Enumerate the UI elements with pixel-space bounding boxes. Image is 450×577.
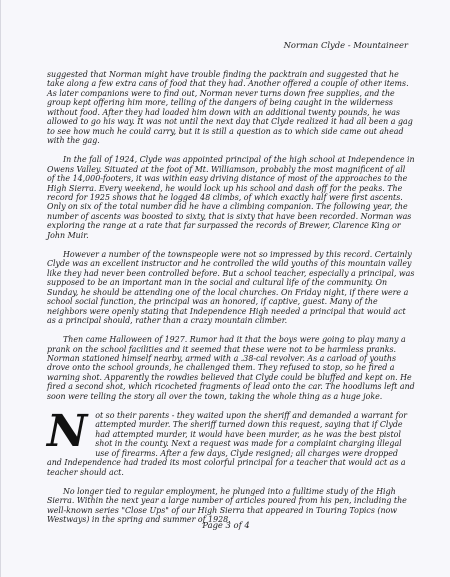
paragraph-4: Then came Halloween of 1927. Rumor had it that the boys were going to play many a prank on the school facilities and it seemed that these were not to be harmless pranks. Norman stationed himself nearby, armed with a .38-cal revolver. As a carload of youths drove onto the school grounds, he challenged them. They refused to stop, so he fired a warning shot. Apparently the rowdies believed that Clyde could be bluffed and kept on. He fired a second shot, which ricocheted fragments of lead onto the car. The hoodlums left and soon were telling the story all over the town, taking the whole thing as a huge joke. [47, 335, 415, 401]
article-body [47, 70, 415, 534]
paragraph-3: However a number of the townspeople were not so impressed by this record. Certainly Clyde was an excellent instructor and he controlled the wild youths of this mountain valley like they had never been controlled before. But a school teacher, especially a principal, was supposed to be an important man in the social and cultural life of the community. On Sunday, he should be attending one of the local churches. On Friday night, if there were a school social function, the principal was an honored, if captive, guest. Many of the neighbors were openly stating that Independence High needed a principal that would act as a principal should, rather than a crazy mountain climber. [47, 249, 415, 326]
running-header: Norman Clyde - Mountaineer [283, 40, 408, 50]
paragraph-5-text: ot so their parents - they waited upon the sheriff and demanded a warrant for attempted murder. The sheriff turned down this request, saying that if Clyde had attempted murder, it would have been murder, as he was the best pistol shot in the county. Next a request was made for a complaint charging illegal use of firearms. After a few days, Clyde resigned; all charges were dropped and Independence had traded its most colorful principal for a teacher that would act as a teacher should act. [47, 410, 407, 477]
drop-cap-letter: N [47, 405, 88, 457]
paragraph-2: In the fall of 1924, Clyde was appointed principal of the high school at Independence in Owens Valley. Situated at the foot of Mt. Williamson, probably the most magnificent of all of the 14,000-footers, it was within easy driving distance of most of the approaches to the High Sierra. Every weekend, he would lock up his school and dash off for the peaks. The record for 1925 shows that he logged 48 climbs, of which exactly half were first ascents. Only on six of the total number did he have a climbing companion. The following year, the number of ascents was boosted to sixty, that is sixty that have been recorded. Norman was exploring the range at a rate that far surpassed the records of Brewer, Clarence King or John Muir. [47, 155, 415, 240]
paragraph-5 [47, 405, 415, 477]
paragraph-1: suggested that Norman might have trouble finding the packtrain and suggested that he take along a few extra cans of food that they had. Another offered a couple of other items. As later companions were to find out, Norman never turns down free supplies, and the group kept offering him more, telling of the dangers of being caught in the wilderness without food. After they had loaded him down with an additional twenty pounds, he was allowed to go his way. It was not until the next day that Clyde realized it had all been a gag to see how much he could carry, but it is still a question as to which side came out ahead with the gag. [47, 70, 413, 146]
page-number: Page 3 of 4 [202, 520, 250, 530]
paragraph-6: No longer tied to regular employment, he plunged into a fulltime study of the High Sierra. Within the next year a large number of articles poured from his pen, including the well-known series "Close Ups" of our High Sierra that appeared in Touring Topics (now Westways) in the spring and summer of 1928. [47, 486, 407, 524]
